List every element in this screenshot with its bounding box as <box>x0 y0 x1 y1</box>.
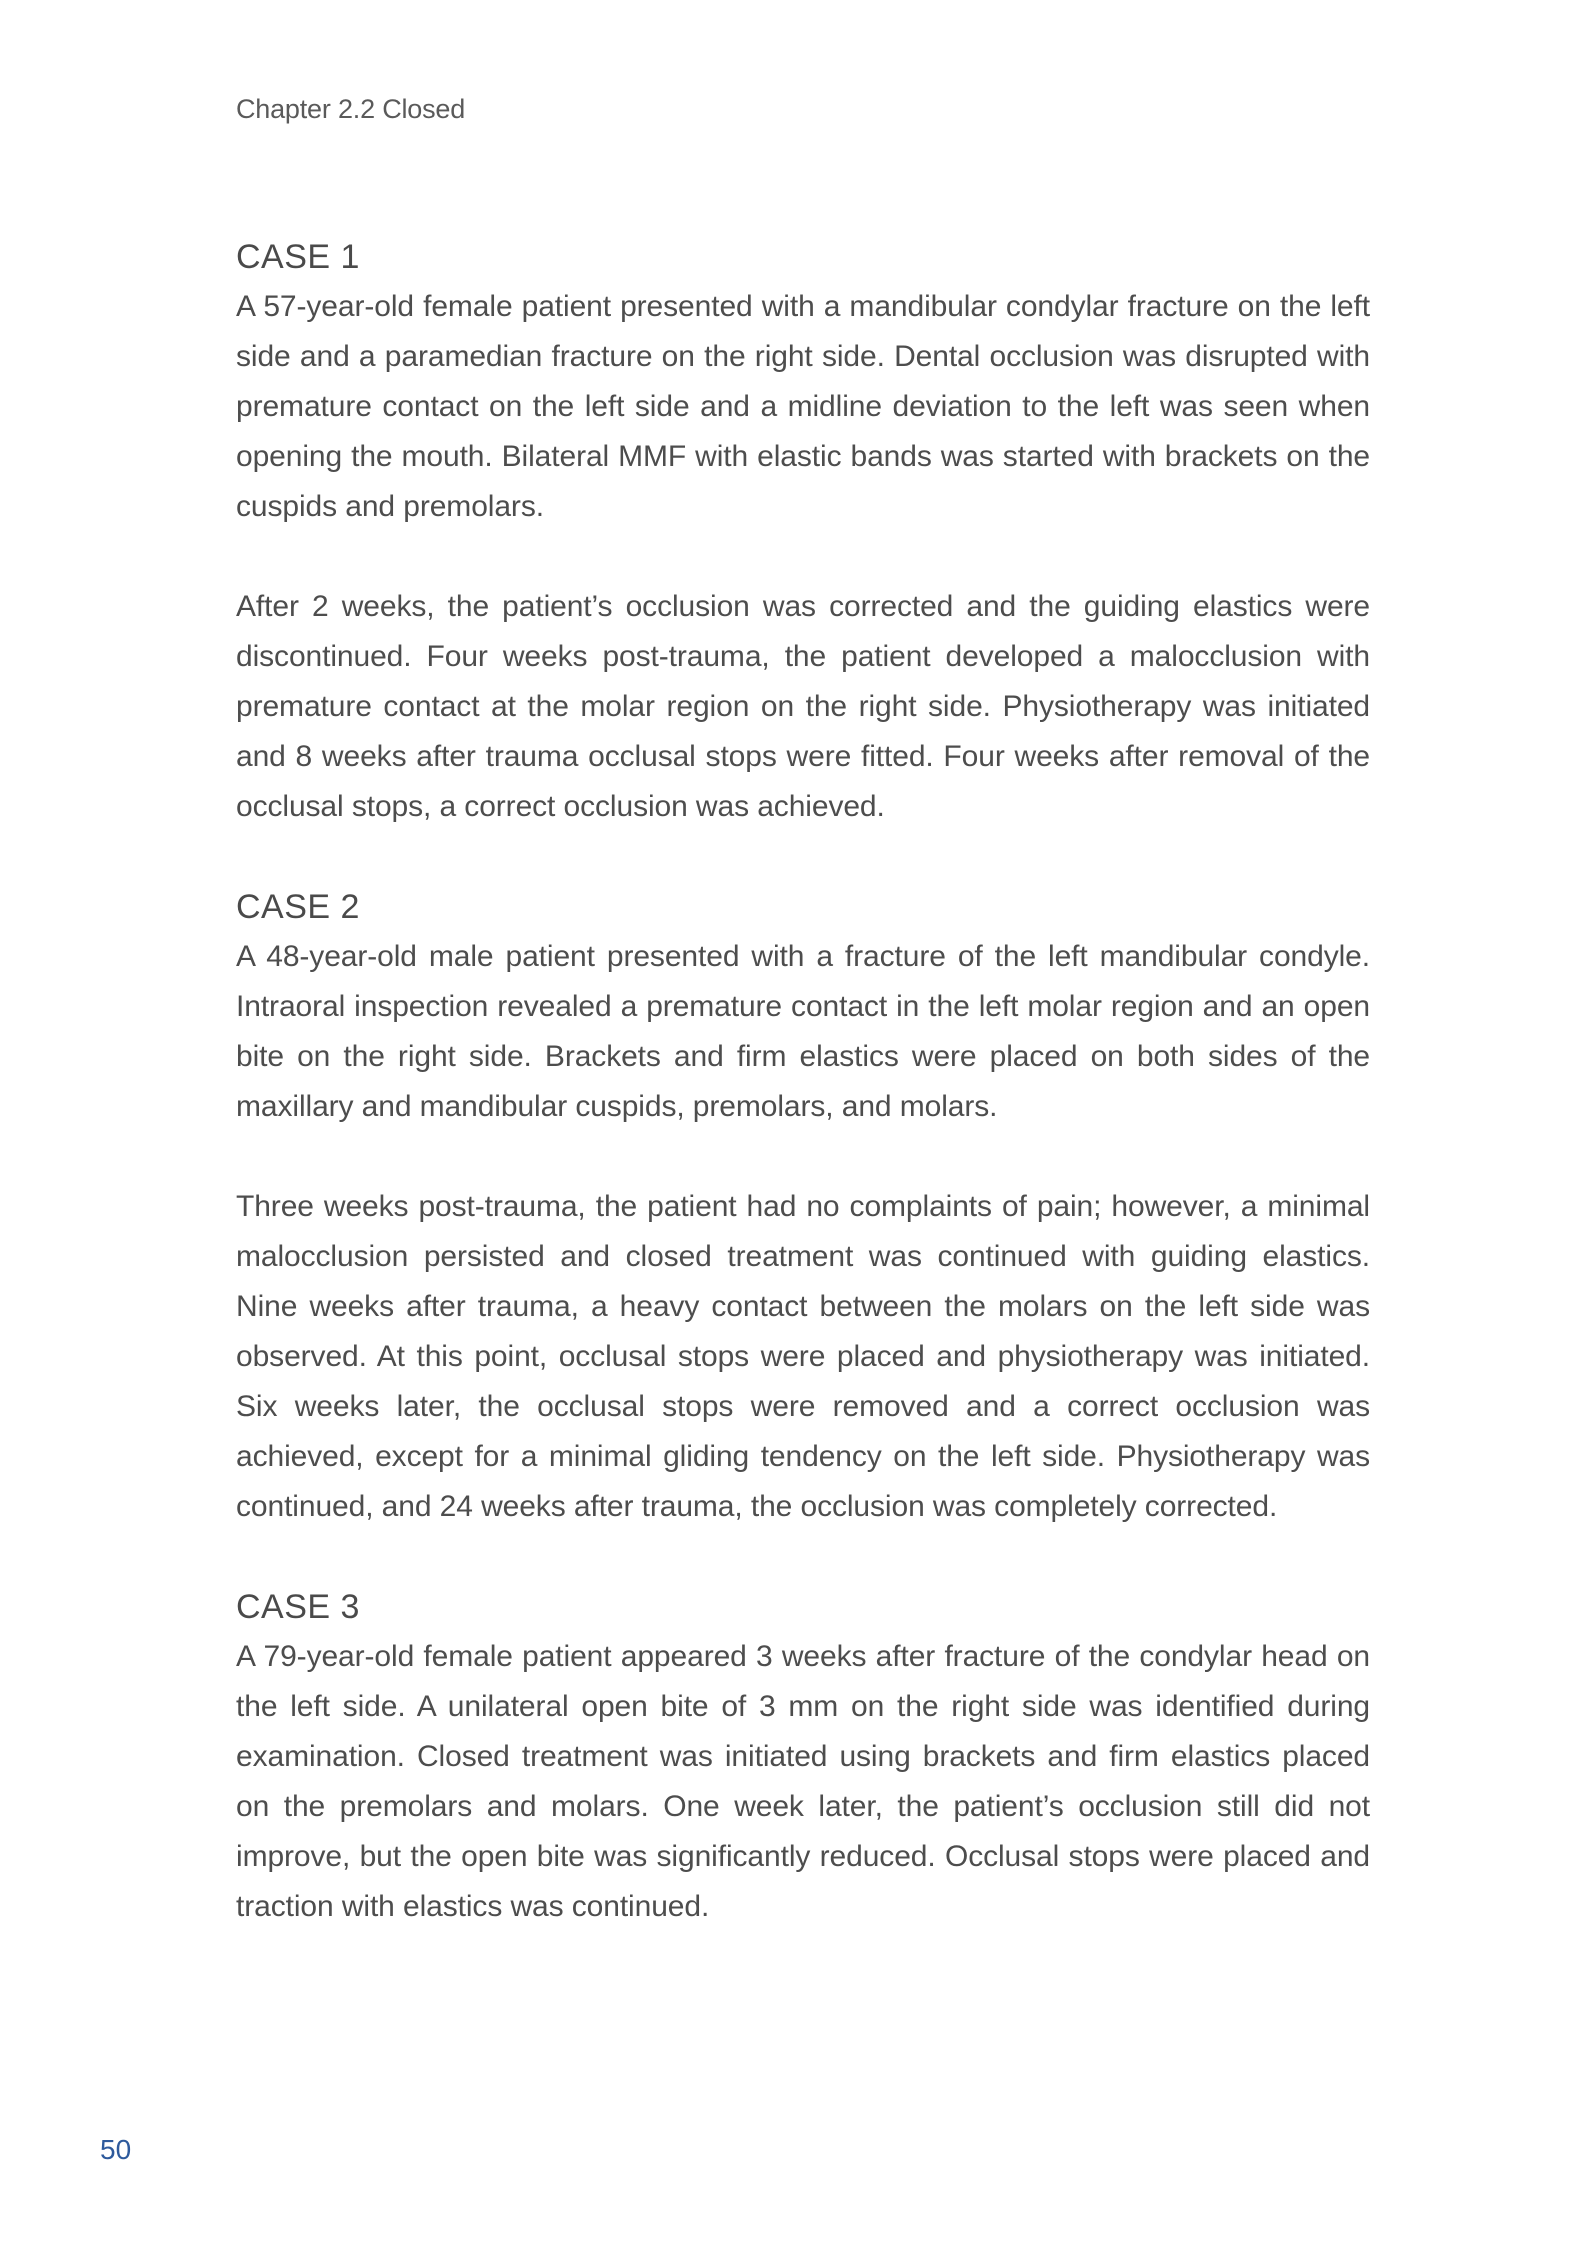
case-1-heading: CASE 1 <box>236 238 360 276</box>
case-1-paragraph-1: A 57-year-old female patient presented with a mandibular condylar fracture on the left side and a paramedian fracture on the right side. Dental occlusion was disrupted with premature contact on the left side and a midline deviation to the left was seen when opening the mouth. Bilateral MMF with elastic bands was started with brackets on the cuspids and premolars. <box>236 290 1370 523</box>
case-2-paragraph-2: Three weeks post-trauma, the patient had no complaints of pain; however, a minimal malocclusion persisted and closed treatment was continued with guiding elastics. Nine weeks after trauma, a heavy contact between the molars on the left side was observed. At this point, occlusal stops were placed and physiotherapy was initiated. Six weeks later, the occlusal stops were removed and a correct occlusion was achieved, except for a minimal gliding tendency on the left side. Physiotherapy was continued, and 24 weeks after trauma, the occlusion was completely corrected. <box>236 1190 1370 1523</box>
case-1-section <box>236 232 1370 832</box>
case-3-section <box>236 1582 1370 1932</box>
page-number: 50 <box>100 2134 132 2165</box>
running-header: Chapter 2.2 Closed <box>236 94 466 124</box>
case-3-heading: CASE 3 <box>236 1588 360 1626</box>
case-3-paragraph-1: A 79-year-old female patient appeared 3 weeks after fracture of the condylar head on the left side. A unilateral open bite of 3 mm on the right side was identified during examination. Closed treatment was initiated using brackets and firm elastics placed on the premolars and molars. One week later, the patient’s occlusion still did not improve, but the open bite was significantly reduced. Occlusal stops were placed and traction with elastics was continued. <box>236 1640 1370 1923</box>
case-1-paragraph-2: After 2 weeks, the patient’s occlusion was corrected and the guiding elastics were discontinued. Four weeks post-trauma, the patient developed a malocclusion with premature contact at the molar region on the right side. Physiotherapy was initiated and 8 weeks after trauma occlusal stops were fitted. Four weeks after removal of the occlusal stops, a correct occlusion was achieved. <box>236 590 1370 823</box>
document-body <box>236 232 1370 1932</box>
case-2-heading: CASE 2 <box>236 888 360 926</box>
case-2-paragraph-1: A 48-year-old male patient presented with a fracture of the left mandibular condyle. Intraoral inspection revealed a premature contact in the left molar region and an open bite on the right side. Brackets and firm elastics were placed on both sides of the maxillary and mandibular cuspids, premolars, and molars. <box>236 940 1370 1123</box>
case-2-section <box>236 882 1370 1532</box>
